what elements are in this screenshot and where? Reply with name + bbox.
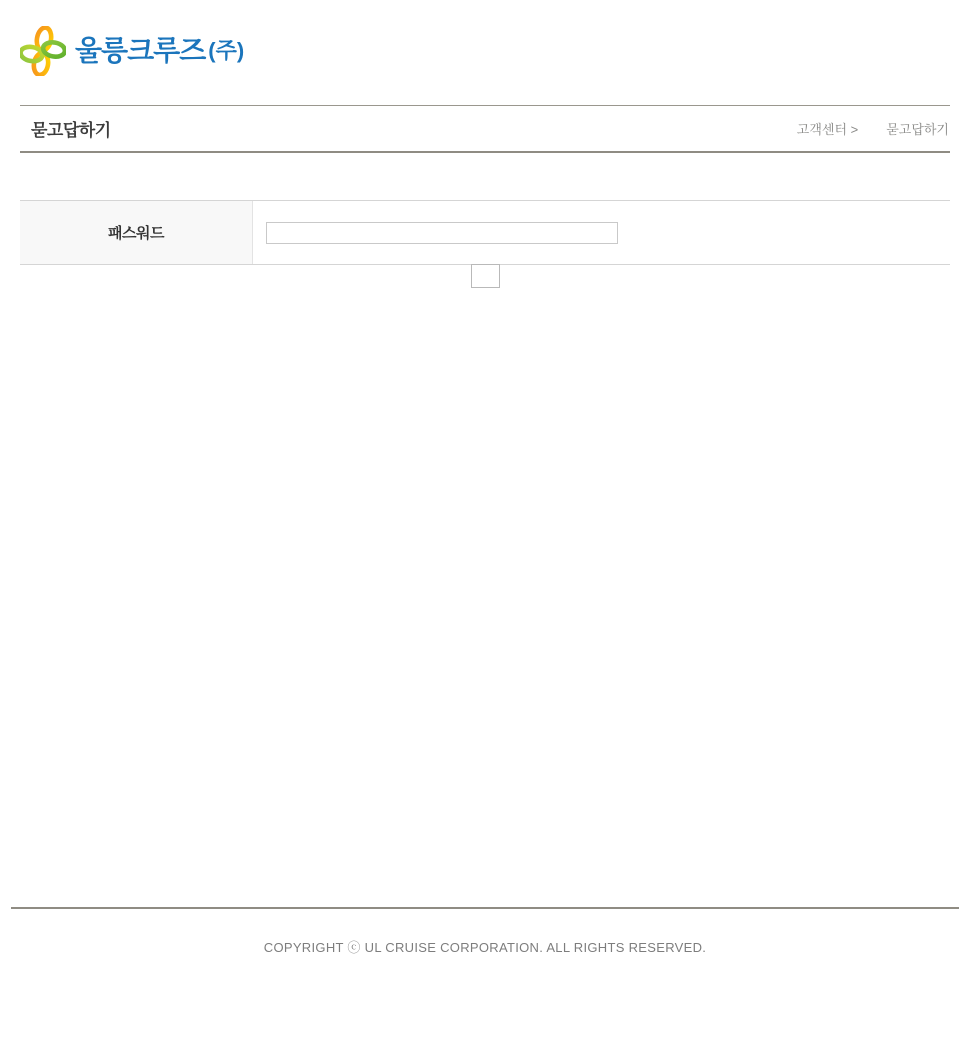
- breadcrumb: [797, 119, 950, 138]
- pinwheel-flower-icon: [20, 26, 75, 76]
- logo-text: 울릉크루즈: [75, 35, 206, 66]
- logo-suffix: (주): [208, 38, 245, 63]
- footer: [0, 907, 970, 956]
- breadcrumb-current[interactable]: 묻고답하기: [886, 122, 949, 137]
- password-form: [20, 200, 950, 265]
- logo[interactable]: [20, 26, 244, 76]
- header: [0, 0, 970, 78]
- confirm-button[interactable]: [471, 264, 500, 288]
- page-title: 묻고답하기: [31, 121, 111, 140]
- footer-divider: [11, 907, 959, 909]
- password-label: 패스워드: [20, 201, 253, 264]
- titlebar: [20, 105, 950, 153]
- breadcrumb-parent[interactable]: 고객센터 >: [796, 122, 859, 137]
- copyright-text: COPYRIGHT ⓒ UL CRUISE CORPORATION. ALL RIGHTS RESERVED.: [263, 940, 707, 955]
- password-input-cell: [253, 201, 950, 264]
- password-input[interactable]: [266, 222, 618, 244]
